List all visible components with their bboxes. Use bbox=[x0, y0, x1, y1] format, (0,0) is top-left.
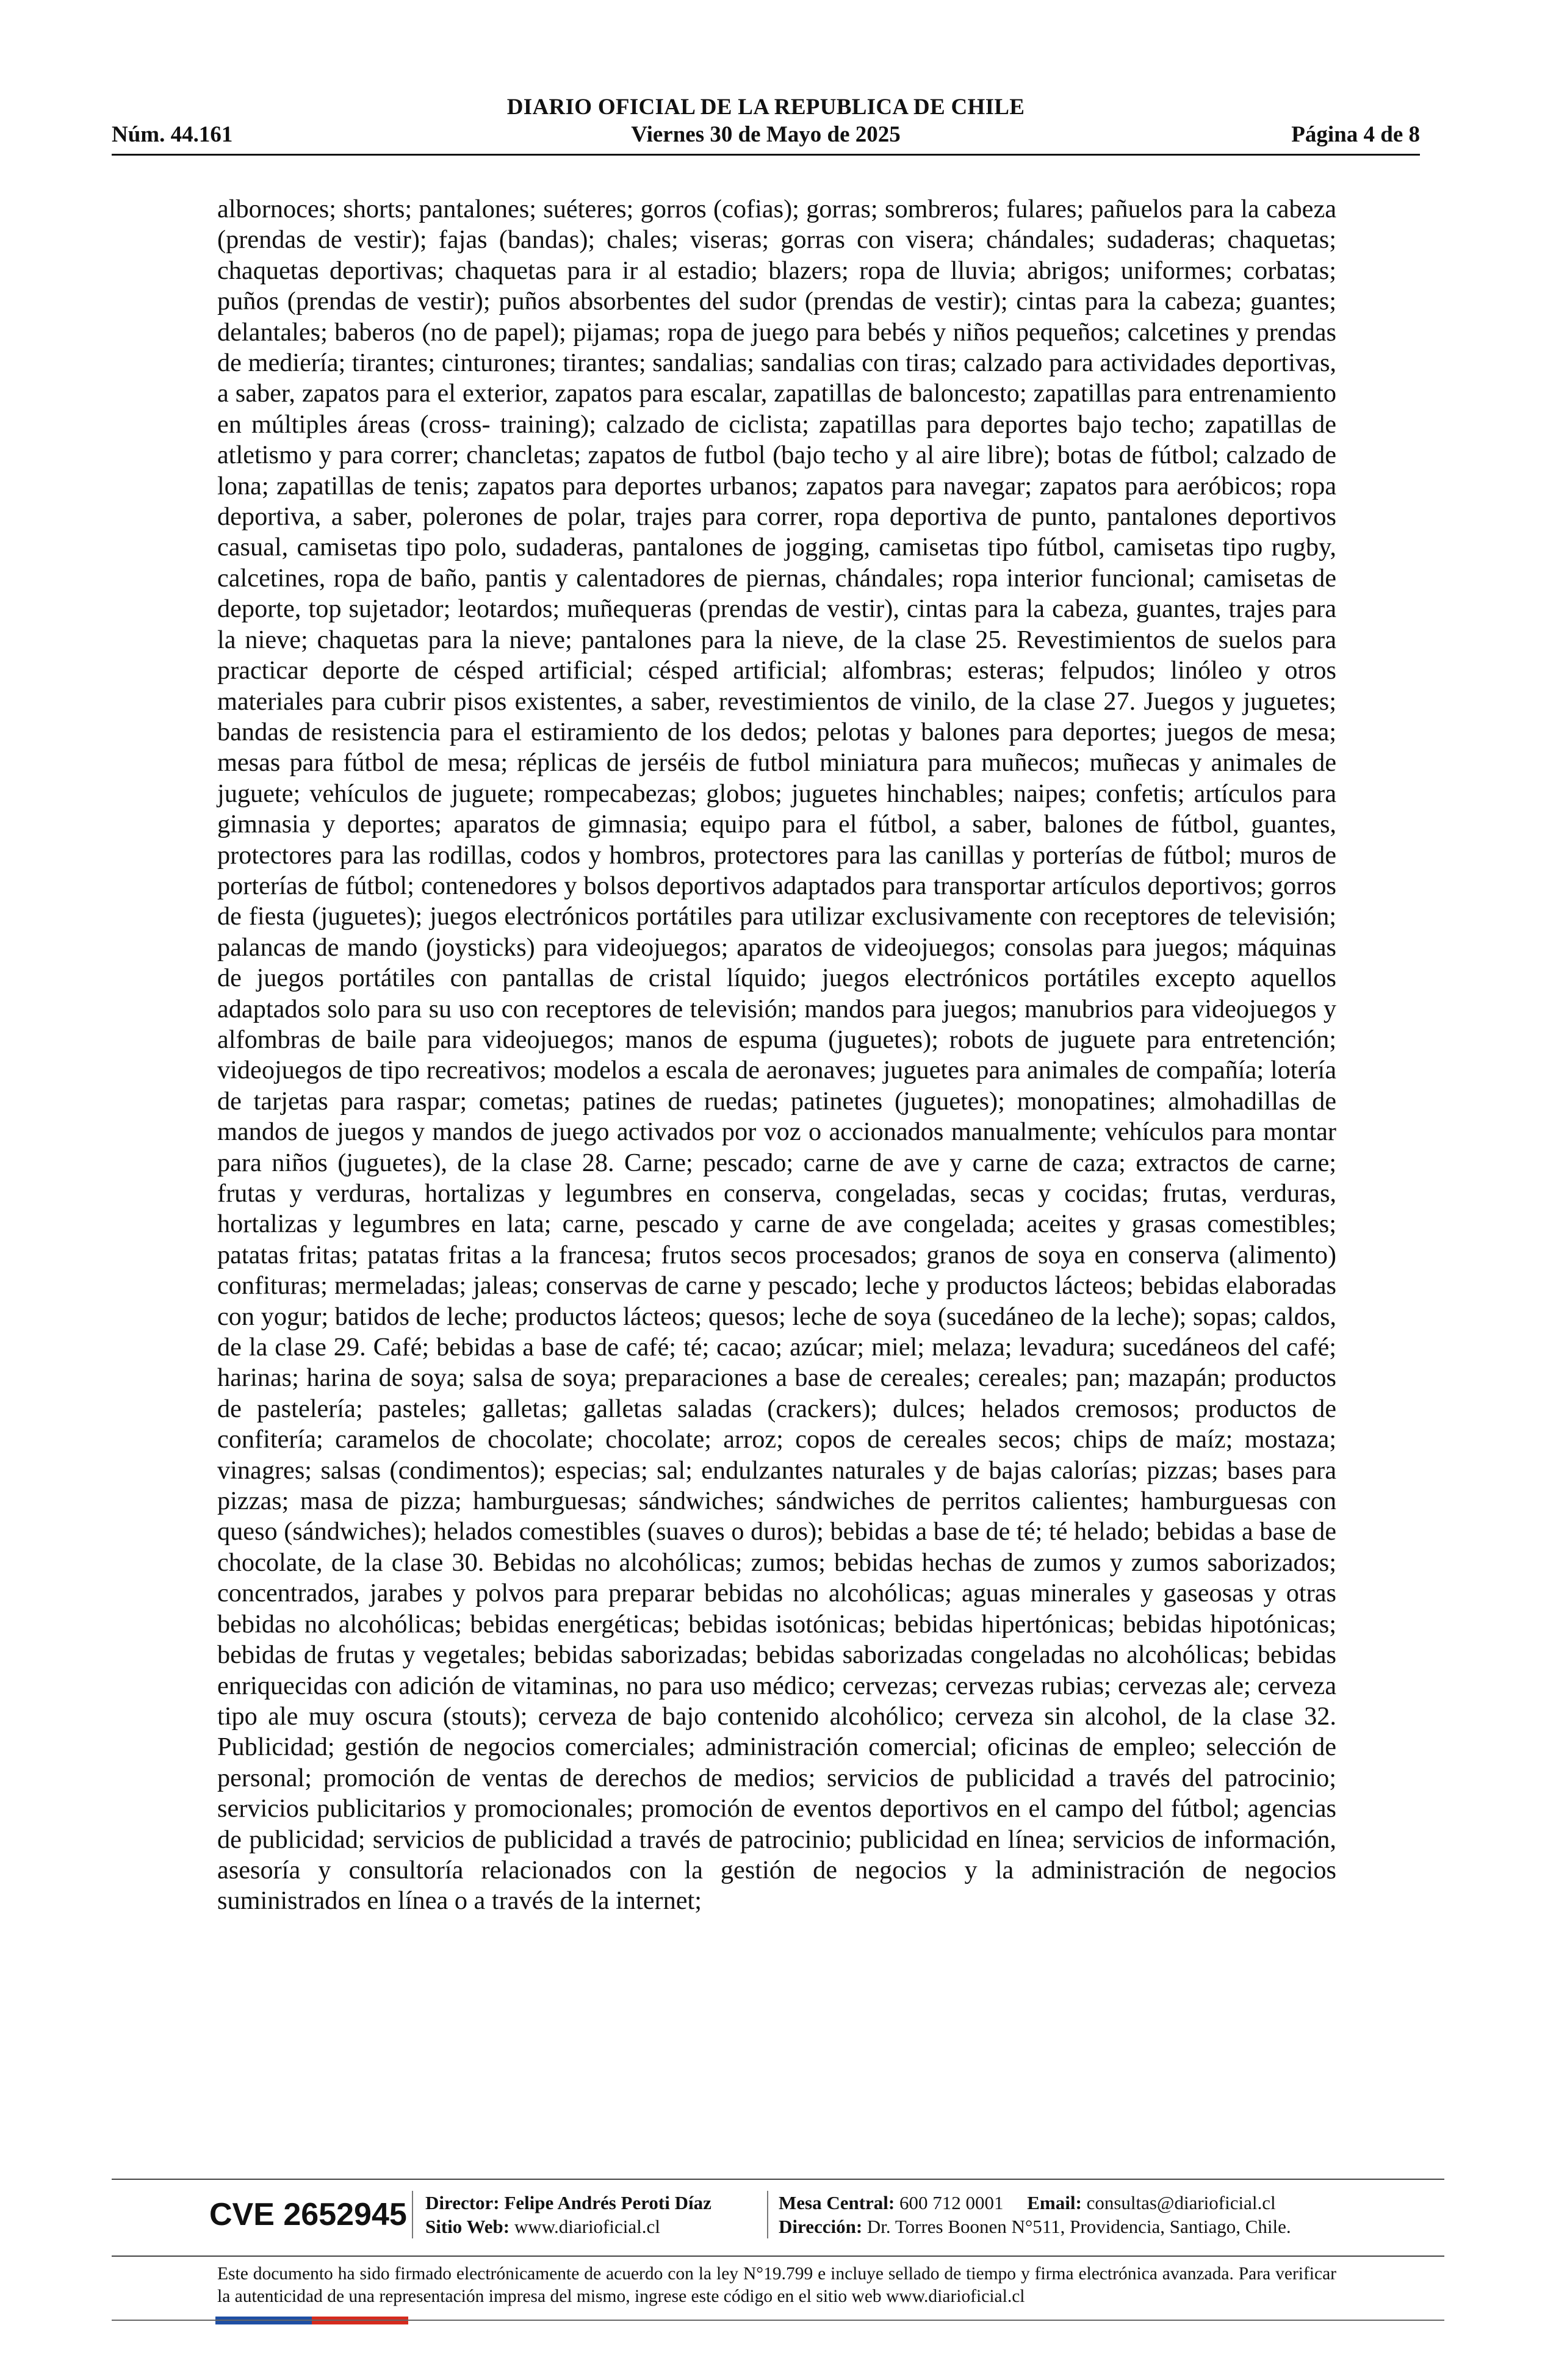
director-label: Director: bbox=[425, 2192, 500, 2213]
website-link[interactable]: www.diarioficial.cl bbox=[514, 2216, 660, 2237]
page-number: Página 4 de 8 bbox=[1291, 122, 1420, 147]
address-value: Dr. Torres Boonen N°511, Providencia, Santiago, Chile. bbox=[866, 2216, 1291, 2237]
header-meta-row bbox=[112, 121, 1420, 149]
email-link[interactable]: consultas@diarioficial.cl bbox=[1086, 2192, 1276, 2213]
header-divider bbox=[112, 154, 1420, 156]
page-header bbox=[112, 94, 1420, 155]
legal-note: Este documento ha sido firmado electrónicamente de acuerdo con la ley N°19.799 e incluye sellado de tiempo y firma electrónica avanzada. Para verificar la autenticidad de una representación impresa del mismo, ingrese este código en el sitio web www.diarioficial.cl bbox=[217, 2264, 1336, 2306]
footer-divider-middle bbox=[112, 2256, 1444, 2257]
director-name: Felipe Andrés Peroti Díaz bbox=[504, 2192, 711, 2213]
page-footer bbox=[112, 2187, 1444, 2254]
cve-code: CVE 2652945 bbox=[209, 2197, 407, 2232]
phone-number: 600 712 0001 bbox=[899, 2192, 1004, 2213]
director-line bbox=[425, 2191, 767, 2215]
issue-number: Núm. 44.161 bbox=[112, 122, 233, 147]
phone-label: Mesa Central: bbox=[779, 2192, 895, 2213]
phone-email-line bbox=[779, 2191, 1444, 2215]
address-line bbox=[779, 2215, 1444, 2238]
address-label: Dirección: bbox=[779, 2216, 863, 2237]
email-label: Email: bbox=[1027, 2192, 1082, 2213]
footer-vertical-divider bbox=[412, 2191, 413, 2238]
footer-divider-bottom bbox=[112, 2320, 1444, 2321]
director-info bbox=[425, 2191, 767, 2238]
journal-title: DIARIO OFICIAL DE LA REPUBLICA DE CHILE bbox=[506, 95, 1025, 120]
footer-vertical-divider bbox=[767, 2191, 768, 2238]
website-label: Sitio Web: bbox=[425, 2216, 510, 2237]
body-paragraph: albornoces; shorts; pantalones; suéteres; gorros (cofias); gorras; sombreros; fulares; pañuelos para la cabeza (prendas de vestir); fajas (bandas); chales; viseras; gorras con visera; chándales; sudaderas; chaquetas; chaquetas deportivas; chaquetas para ir al estadio; blazers; ropa de lluvia; abrigos; uniformes; corbatas; puños (prendas de vestir); puños absorbentes del sudor (prendas de vestir); cintas para la cabeza; guantes; delantales; baberos (no de papel); pijamas; ropa de juego para bebés y niños pequeños; calcetines y prendas de mediería; tirantes; cinturones; tirantes; sandalias; sandalias con tiras; calzado para actividades deportivas, a saber, zapatos para el exterior, zapatos para escalar, zapatillas de baloncesto; zapatillas para entrenamiento en múltiples áreas (cross- training); calzado de ciclista; zapatillas para deportes bajo techo; zapatillas de atletismo y para correr; chancletas; zapatos de futbol (bajo techo y al aire libre); botas de fútbol; calzado de lona; zapatillas de tenis; zapatos para deportes urbanos; zapatos para navegar; zapatos para aeróbicos; ropa deportiva, a saber, polerones de polar, trajes para correr, ropa deportiva de punto, pantalones deportivos casual, camisetas tipo polo, sudaderas, pantalones de jogging, camisetas tipo fútbol, camisetas tipo rugby, calcetines, ropa de baño, pantis y calentadores de piernas, chándales; ropa interior funcional; camisetas de deporte, top sujetador; leotardos; muñequeras (prendas de vestir), cintas para la cabeza, guantes, trajes para la nieve; chaquetas para la nieve; pantalones para la nieve, de la clase 25. Revestimientos de suelos para practicar deporte de césped artificial; césped artificial; alfombras; esteras; felpudos; linóleo y otros materiales para cubrir pisos existentes, a saber, revestimientos de vinilo, de la clase 27. Juegos y juguetes; bandas de resistencia para el estiramiento de los dedos; pelotas y balones para deportes; juegos de mesa; mesas para fútbol de mesa; réplicas de jerséis de futbol miniatura para muñecos; muñecas y animales de juguete; vehículos de juguete; rompecabezas; globos; juguetes hinchables; naipes; confetis; artículos para gimnasia y deportes; aparatos de gimnasia; equipo para el fútbol, a saber, balones de fútbol, guantes, protectores para las rodillas, codos y hombros, protectores para las canillas y porterías de fútbol; muros de porterías de fútbol; contenedores y bolsos deportivos adaptados para transportar artículos deportivos; gorros de fiesta (juguetes); juegos electrónicos portátiles para utilizar exclusivamente con receptores de televisión; palancas de mando (joysticks) para videojuegos; aparatos de videojuegos; consolas para juegos; máquinas de juegos portátiles con pantallas de cristal líquido; juegos electrónicos portátiles excepto aquellos adaptados solo para su uso con receptores de televisión; mandos para juegos; manubrios para videojuegos y alfombras de baile para videojuegos; manos de espuma (juguetes); robots de juguete para entretención; videojuegos de tipo recreativos; modelos a escala de aeronaves; juguetes para animales de compañía; lotería de tarjetas para raspar; cometas; patines de ruedas; patinetes (juguetes); monopatines; almohadillas de mandos de juegos y mandos de juego activados por voz o accionados manualmente; vehículos para montar para niños (juguetes), de la clase 28. Carne; pescado; carne de ave y carne de caza; extractos de carne; frutas y verduras, hortalizas y legumbres en conserva, congeladas, secas y cocidas; frutas, verduras, hortalizas y legumbres en lata; carne, pescado y carne de ave congelada; aceites y grasas comestibles; patatas fritas; patatas fritas a la francesa; frutos secos procesados; granos de soya en conserva (alimento) confituras; mermeladas; jaleas; conservas de carne y pescado; leche y productos lácteos; bebidas elaboradas con yogur; batidos de leche; productos lácteos; quesos; leche de soya (sucedáneo de la leche); sopas; caldos, de la clase 29. Café; bebidas a base de café; té; cacao; azúcar; miel; melaza; levadura; sucedáneos del café; harinas; harina de soya; salsa de soya; preparaciones a base de cereales; cereales; pan; mazapán; productos de pastelería; pasteles; galletas; galletas saladas (crackers); dulces; helados cremosos; productos de confitería; caramelos de chocolate; chocolate; arroz; copos de cereales secos; chips de maíz; mostaza; vinagres; salsas (condimentos); especias; sal; endulzantes naturales y de bajas calorías; pizzas; bases para pizzas; masa de pizza; hamburguesas; sándwiches; sándwiches de perritos calientes; hamburguesas con queso (sándwiches); helados comestibles (suaves o duros); bebidas a base de té; té helado; bebidas a base de chocolate, de la clase 30. Bebidas no alcohólicas; zumos; bebidas hechas de zumos y zumos saborizados; concentrados, jarabes y polvos para preparar bebidas no alcohólicas; aguas minerales y gaseosas y otras bebidas no alcohólicas; bebidas energéticas; bebidas isotónicas; bebidas hipertónicas; bebidas hipotónicas; bebidas de frutas y vegetales; bebidas saborizadas; bebidas saborizadas congeladas no alcohólicas; bebidas enriquecidas con adición de vitaminas, no para uso médico; cervezas; cervezas rubias; cervezas ale; cerveza tipo ale muy oscura (stouts); cerveza de bajo contenido alcohólico; cerveza sin alcohol, de la clase 32. Publicidad; gestión de negocios comerciales; administración comercial; oficinas de empleo; selección de personal; promoción de ventas de derechos de medios; servicios de publicidad a través del patrocinio; servicios publicitarios y promocionales; promoción de eventos deportivos en el campo del fútbol; agencias de publicidad; servicios de publicidad a través de patrocinio; publicidad en línea; servicios de información, asesoría y consultoría relacionados con la gestión de negocios y la administración de negocios suministrados en línea o a través de la internet; bbox=[217, 195, 1336, 1916]
contact-info bbox=[779, 2191, 1444, 2238]
footer-divider-top bbox=[112, 2179, 1444, 2180]
website-line bbox=[425, 2215, 767, 2238]
issue-date: Viernes 30 de Mayo de 2025 bbox=[631, 122, 901, 147]
